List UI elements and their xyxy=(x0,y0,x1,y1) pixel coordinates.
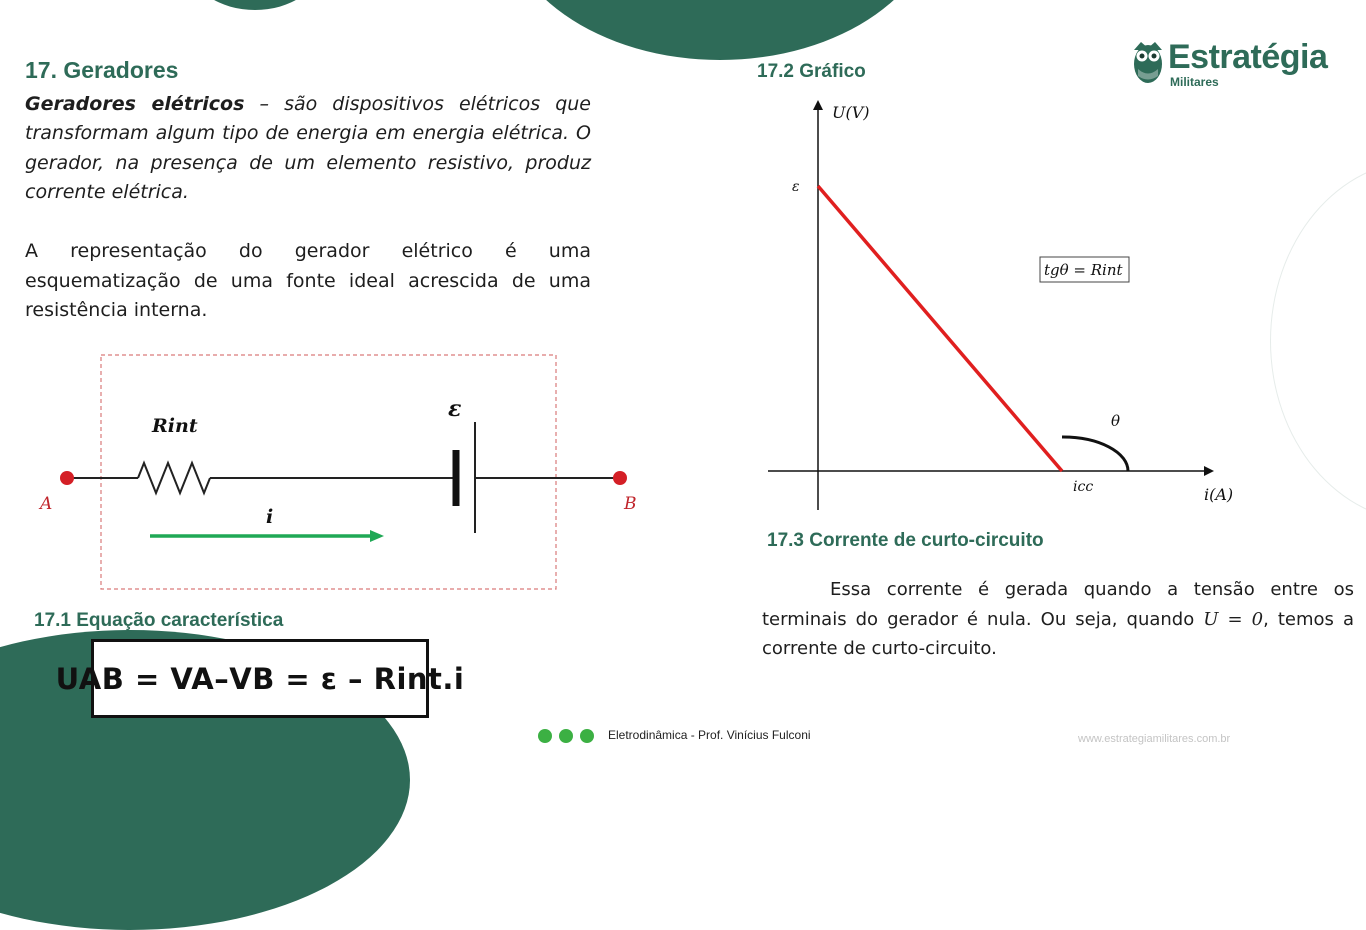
short-circuit-text-before: Essa corrente é gerada quando a tensão entre os terminais do gerador é nula. Ou seja, quando xyxy=(762,579,1354,630)
resistor-label xyxy=(151,415,198,437)
terminal-a-label: A xyxy=(40,494,53,514)
characteristic-line xyxy=(818,186,1062,471)
footer-dot-icon xyxy=(559,729,573,743)
logo-brand-text: Estratégia xyxy=(1168,38,1328,76)
section-title-grafico: 17.2 Gráfico xyxy=(757,61,866,82)
definition-term: Geradores elétricos xyxy=(25,93,245,115)
representation-paragraph: A representação do gerador elétrico é uma esquematização de uma fonte ideal acrescida de uma resistência interna. xyxy=(25,240,591,321)
angle-label: θ xyxy=(1111,412,1121,430)
x-intercept-label: icc xyxy=(1073,479,1094,495)
definition-paragraph xyxy=(25,90,591,207)
definition-text: – são dispositivos elétricos que transformam algum tipo de energia em energia elétrica. O gerador, na presença de um elemento resistivo, produz corrente elétrica. xyxy=(25,93,591,203)
decorative-blob-top-center xyxy=(500,0,940,60)
voltage-current-graph xyxy=(750,90,1250,520)
x-axis-label: i(A) xyxy=(1204,485,1234,504)
section-title-geradores: 17. Geradores xyxy=(25,57,179,83)
terminal-b-label: B xyxy=(624,494,637,514)
generator-circuit-diagram xyxy=(0,340,700,600)
footer-dots xyxy=(538,729,594,743)
y-intercept-label: ε xyxy=(792,179,800,195)
footer-dot-icon xyxy=(538,729,552,743)
footer-course-info: Eletrodinâmica - Prof. Vinícius Fulconi xyxy=(608,728,811,742)
footer-website: www.estrategiamilitares.com.br xyxy=(1078,733,1231,745)
internal-resistor xyxy=(138,463,210,493)
resistor-label-text: Rint xyxy=(152,415,198,437)
current-arrow-head xyxy=(370,530,384,542)
terminal-b xyxy=(613,471,627,485)
decorative-ring-right xyxy=(1270,160,1366,522)
characteristic-equation-box xyxy=(55,639,465,718)
footer-dot-icon xyxy=(580,729,594,743)
owl-icon xyxy=(1131,38,1165,86)
y-axis-label: U(V) xyxy=(832,103,870,122)
emf-label: ε xyxy=(448,396,462,422)
short-circuit-text-after: , temos a corrente de curto-circuito. xyxy=(762,608,1354,659)
short-circuit-math: U = 0 xyxy=(1203,608,1264,630)
short-circuit-paragraph xyxy=(762,575,1354,664)
logo-subtitle: Militares xyxy=(1170,75,1219,88)
decorative-blob-top-left xyxy=(190,0,320,10)
section-title-corrente-curto-circuito: 17.3 Corrente de curto-circuito xyxy=(767,530,1044,551)
current-label: i xyxy=(266,506,274,528)
terminal-a xyxy=(60,471,74,485)
generator-boundary-box xyxy=(101,355,556,589)
characteristic-equation: UAB = VA–VB = ε – Rint.i xyxy=(55,661,465,696)
estrategia-logo xyxy=(1131,38,1341,88)
slope-note: tgθ = Rint xyxy=(1044,261,1123,279)
angle-theta-arc xyxy=(1062,437,1128,471)
section-title-equacao-caracteristica: 17.1 Equação característica xyxy=(34,610,284,631)
